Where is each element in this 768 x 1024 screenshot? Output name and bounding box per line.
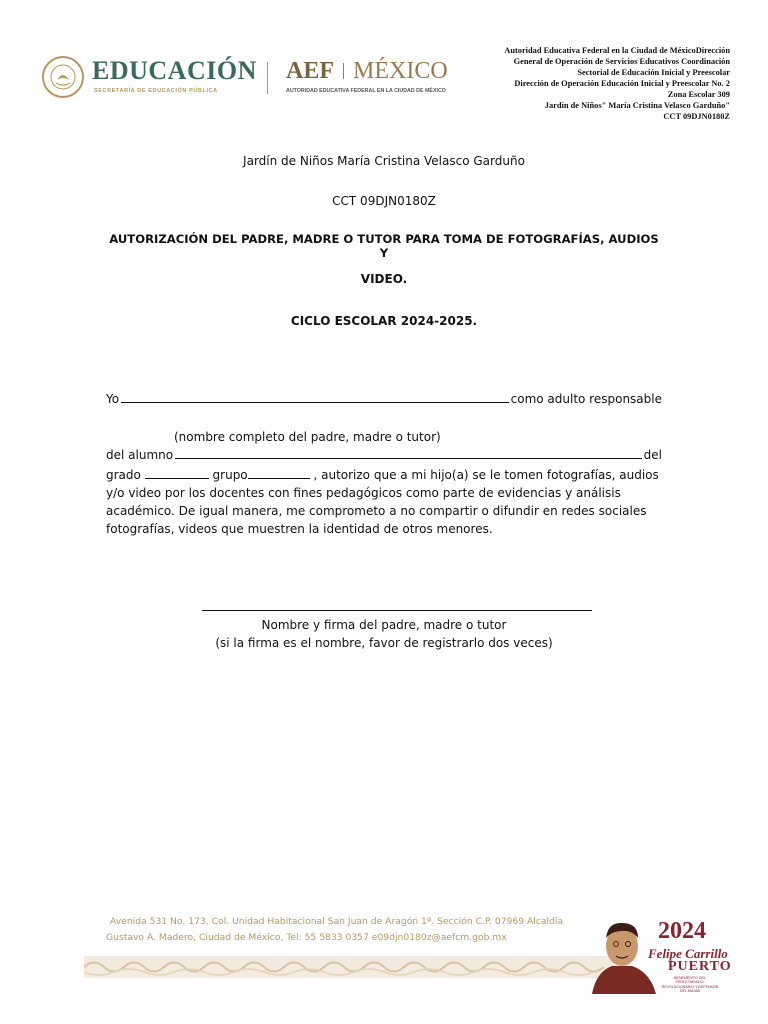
document-title: AUTORIZACIÓN DEL PADRE, MADRE O TUTOR PARA TOMA DE FOTOGRAFÍAS, AUDIOS Y [109, 232, 659, 260]
aef-word-left: AEF [286, 58, 334, 84]
group-label: grupo [212, 468, 248, 482]
student-name-blank[interactable] [175, 448, 642, 459]
authority-line: Dirección de Operación Educación Inicial y Preescolar No. 2 [514, 79, 730, 88]
logo-year: 2024 [658, 918, 706, 944]
letterhead [40, 40, 730, 130]
aef-logo [286, 54, 466, 100]
signature-line[interactable] [202, 610, 592, 611]
responsible-adult-label: como adulto responsable [510, 392, 662, 406]
student-label: del alumno [106, 448, 174, 462]
sep-logo [40, 54, 265, 100]
footer-address [106, 914, 586, 946]
signature-note: (si la firma es el nombre, favor de registrarlo dos veces) [215, 636, 553, 650]
sep-subtitle: SECRETARÍA DE EDUCACIÓN PÚBLICA [94, 88, 218, 94]
logo-place: PUERTO [668, 959, 732, 974]
authority-line: Jardín de Niños" María Cristina Velasco Garduño" [544, 101, 730, 110]
authority-line: Zona Escolar 309 [667, 90, 730, 99]
parent-name-line [106, 392, 662, 406]
address-line-2: Gustavo A. Madero, Ciudad de México, Tel: 55 5833 0357 e09djn0180z@aefcm.gob.mx [106, 932, 507, 943]
parent-name-blank[interactable] [121, 392, 509, 403]
document-title-continued: VIDEO. [360, 272, 408, 286]
school-cycle: CICLO ESCOLAR 2024-2025. [290, 314, 478, 328]
aef-subtitle: AUTORIDAD EDUCATIVA FEDERAL EN LA CIUDAD DE MÉXICO [286, 88, 446, 94]
felipe-carrillo-2024-logo [586, 916, 746, 996]
authorization-paragraph [106, 466, 662, 538]
authorization-text-start: , autorizo que a mi hijo(a) se le tomen fotografías, audios y/o [106, 468, 659, 500]
aef-word-mexico: MÉXICO [353, 58, 448, 84]
authority-line: CCT 09DJN0180Z [663, 112, 730, 121]
grade-blank[interactable] [145, 468, 209, 479]
authority-line: Autoridad Educativa Federal en la Ciudad de MéxicoDirección [504, 46, 730, 55]
logo-name: Felipe Carrillo [648, 946, 728, 961]
national-seal-icon [42, 56, 84, 98]
logo-subtitle: BENEMÉRITO DEL PROLETARIADO, REVOLUCIONARIO Y DEFENSOR DEL MAYAB [661, 976, 719, 994]
grade-label: grado [106, 468, 141, 482]
aef-wordmark [286, 58, 448, 85]
authorization-text: video por los docentes con fines pedagógicos como parte de evidencias y análisis académico. De igual manera, me comprometo a no compartir o difundir en redes sociales fotografías, videos que muestren la identidad de otros menores. [106, 486, 647, 536]
student-name-line [106, 448, 662, 462]
school-name: Jardín de Niños María Cristina Velasco Garduño [243, 154, 525, 168]
logo-divider [267, 62, 268, 94]
student-line-suffix: del [643, 448, 662, 462]
decorative-pattern-band [84, 956, 614, 978]
authority-block [470, 45, 730, 122]
group-blank[interactable] [248, 468, 310, 479]
school-cct: CCT 09DJN0180Z [332, 194, 436, 208]
authority-line: Sectorial de Educación Inicial y Preescolar [577, 68, 730, 77]
address-line-1: Avenida 531 No. 173, Col. Unidad Habitacional San Juan de Aragón 1ª. Sección C.P. 07969 Alcaldía [110, 916, 564, 927]
educacion-wordmark: EDUCACIÓN [92, 56, 257, 85]
parent-name-hint: (nombre completo del padre, madre o tutor) [174, 430, 441, 444]
signature-label: Nombre y firma del padre, madre o tutor [261, 618, 507, 632]
authority-line: General de Operación de Servicios Educativos Coordinación [513, 57, 730, 66]
yo-label: Yo [106, 392, 120, 406]
